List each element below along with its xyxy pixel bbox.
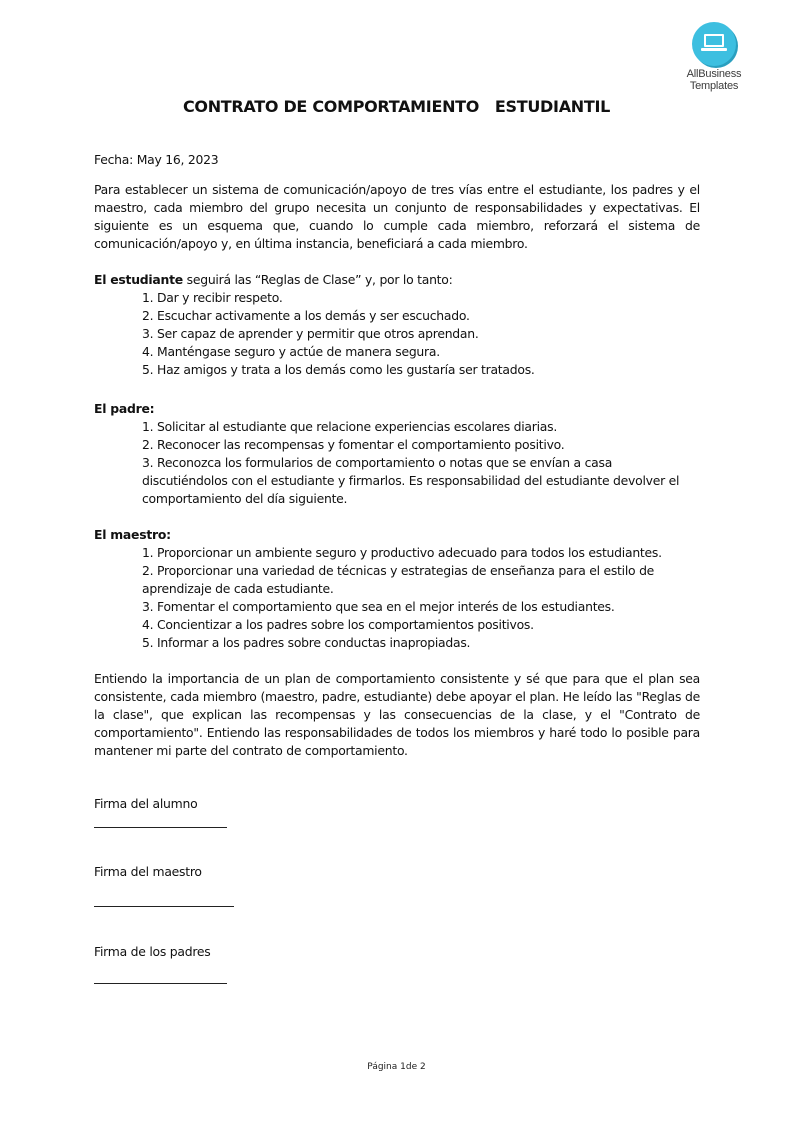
student-heading-rest: seguirá las “Reglas de Clase” y, por lo tanto: [182, 272, 453, 287]
student-heading-bold: El estudiante [94, 272, 183, 287]
list-item: 2. Escuchar activamente a los demás y ser escuchado. [142, 308, 470, 323]
list-item: 2. Proporcionar una variedad de técnicas y estrategias de enseñanza para el estilo de aprendizaje de cada estudiante. [142, 563, 655, 596]
teacher-list [94, 544, 700, 652]
document-body [94, 151, 700, 984]
laptop-icon [692, 22, 736, 66]
page-number: Página 1de 2 [367, 1062, 426, 1072]
list-item: 1. Proporcionar un ambiente seguro y productivo adecuado para todos los estudiantes. [142, 545, 662, 560]
list-item: 3. Fomentar el comportamiento que sea en el mejor interés de los estudiantes. [142, 599, 615, 614]
closing-paragraph: Entiendo la importancia de un plan de comportamiento consistente y sé que para que el plan sea consistente, cada miembro (maestro, padre, estudiante) debe apoyar el plan. He leído las "Reglas de la clase", que explican las recompensas y las consecuencias de la clase, y el "Contrato de comportamiento". Entiendo las responsabilidades de todos los miembros y haré todo lo posible para mantener mi parte del contrato de comportamiento. [94, 671, 700, 758]
list-item: 3. Reconozca los formularios de comportamiento o notas que se envían a casa discutiéndolos con el estudiante y firmarlos. Es responsabilidad del estudiante devolver el comportamiento del día siguiente. [142, 455, 680, 506]
teacher-signature-label: Firma del maestro [94, 864, 202, 879]
document-title: CONTRATO DE COMPORTAMIENTO ESTUDIANTIL [182, 97, 611, 116]
parent-list [94, 418, 700, 508]
allbusiness-templates-logo [676, 22, 752, 92]
parent-signature-line [94, 983, 227, 984]
logo-line-1: AllBusiness [686, 68, 742, 80]
list-item: 4. Manténgase seguro y actúe de manera segura. [142, 344, 440, 359]
teacher-heading: El maestro: [94, 527, 171, 542]
student-signature-line [94, 827, 227, 828]
list-item: 1. Dar y recibir respeto. [142, 290, 283, 305]
logo-line-2: Templates [689, 80, 739, 92]
student-heading [94, 271, 700, 289]
parent-signature-label: Firma de los padres [94, 944, 211, 959]
intro-paragraph: Para establecer un sistema de comunicación/apoyo de tres vías entre el estudiante, los padres y el maestro, cada miembro del grupo necesita un conjunto de responsabilidades y expectativas. El siguiente es un esquema que, cuando lo cumple cada miembro, reforzará el sistema de comunicación/apoyo y, en última instancia, beneficiará a cada miembro. [94, 182, 700, 251]
parent-heading: El padre: [94, 401, 155, 416]
date-line: Fecha: May 16, 2023 [94, 152, 219, 167]
list-item: 5. Haz amigos y trata a los demás como les gustaría ser tratados. [142, 362, 535, 377]
list-item: 3. Ser capaz de aprender y permitir que otros aprendan. [142, 326, 479, 341]
teacher-signature-line [94, 906, 234, 907]
list-item: 1. Solicitar al estudiante que relacione experiencias escolares diarias. [142, 419, 558, 434]
list-item: 4. Concientizar a los padres sobre los comportamientos positivos. [142, 617, 534, 632]
list-item: 2. Reconocer las recompensas y fomentar el comportamiento positivo. [142, 437, 565, 452]
list-item: 5. Informar a los padres sobre conductas inapropiadas. [142, 635, 471, 650]
student-list [94, 289, 700, 379]
student-signature-label: Firma del alumno [94, 796, 198, 811]
